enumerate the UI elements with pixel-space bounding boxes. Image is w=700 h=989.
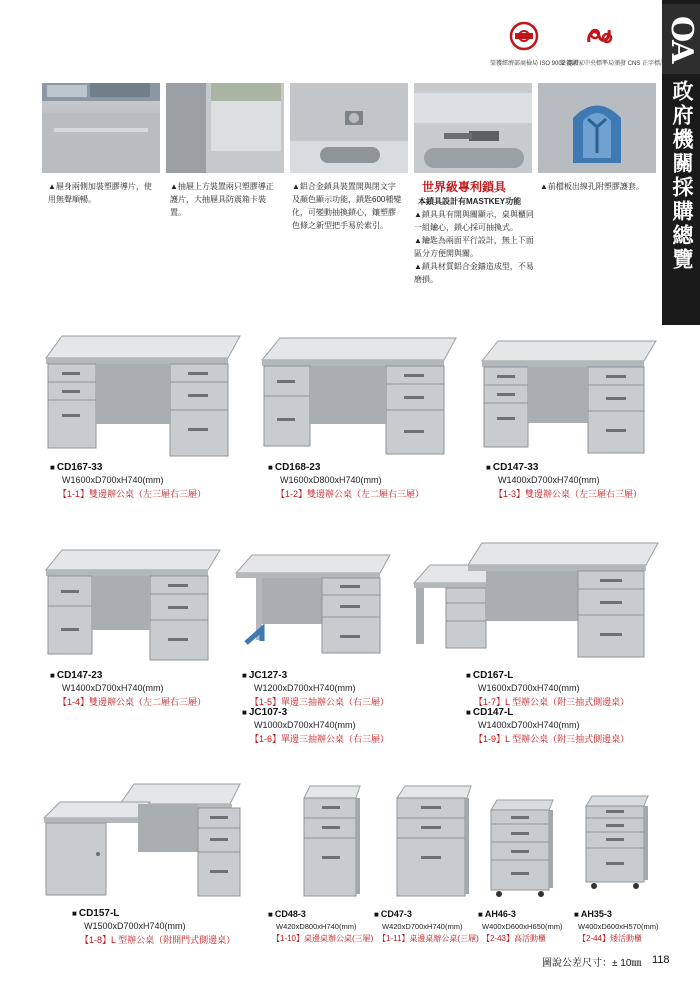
feature-bullet: ▲鎖具具有開與關顯示，桌與櫃同一組鑰心，鎖心採可抽換式。 [414, 210, 534, 232]
product-model: ■ CD47-3 [374, 909, 412, 919]
page-number: 118 [652, 954, 670, 966]
feature-title: 世界級專利鎖具 [422, 180, 507, 194]
product-dims: W420xD800xH740(mm) [276, 922, 357, 931]
product-model: ■ AH46-3 [478, 909, 516, 919]
desk-image-cd147-33 [478, 341, 658, 455]
product-dims: W1400xD700xH740(mm) [498, 475, 600, 485]
pedestal-image-ah35-3 [582, 796, 650, 892]
product-desc: 【1-8】L 型辦公桌（附開門式側邊桌） [80, 935, 236, 945]
product-model: ■ AH35-3 [574, 909, 612, 919]
product-dims: W400xD600xH570(mm) [578, 922, 659, 931]
pedestal-image-cd48-3 [300, 786, 362, 898]
product-dims: W1600xD800xH740(mm) [280, 475, 382, 485]
product-dims: W1400xD700xH740(mm) [62, 683, 164, 693]
product-dims: W1200xD700xH740(mm) [254, 683, 356, 693]
product-desc: 【1-11】桌邊桌辦公桌(三屜) [378, 934, 479, 943]
product-desc: 【1-10】桌邊桌辦公桌(三屜) [272, 934, 374, 943]
product-dims: W1000xD700xH740(mm) [254, 720, 356, 730]
pedestal-image-cd47-3 [393, 786, 473, 898]
caption-drawer-rail: ▲抽屜上方裝置兩只塑膠導正護片，大抽屜具防震箱卡裝置。 [170, 182, 274, 217]
side-title: 政府機關採購總覽 [670, 80, 693, 272]
pedestal-image-ah46-3 [487, 800, 555, 898]
product-desc: 【1-6】單邊三抽辦公桌（右三屜） [250, 734, 390, 744]
product-desc: 【1-4】雙邊辦公桌（左二屜右三屜） [58, 697, 207, 707]
iso-cert-logo [510, 22, 538, 50]
desk-image-cd168-23 [258, 338, 458, 456]
detail-photo-lock-handle [290, 83, 408, 173]
detail-photo-drawer-guide [42, 83, 160, 173]
desk-image-cd167-l [410, 543, 660, 661]
product-desc: 【1-9】L 型辦公桌（附三抽式側邊桌） [474, 734, 630, 744]
product-dims: W420xD700xH740(mm) [382, 922, 463, 931]
feature-bullet: ▲鑰匙為兩面平行設計，無上下面區分方便開與關。 [414, 236, 534, 258]
product-model: ■ CD147-L [466, 707, 514, 718]
iso-cert-text: 榮獲經濟部商檢局 ISO 9002 認證 [490, 61, 579, 67]
cns-cert-text: 榮獲國家中央標準局頒發 CNS 正字標記 [560, 61, 667, 67]
product-dims: W400xD600xH650(mm) [482, 922, 563, 931]
product-dims: W1500xD700xH740(mm) [84, 921, 186, 931]
product-model: ■ CD48-3 [268, 909, 306, 919]
product-model: ■ CD147-33 [486, 462, 539, 473]
product-desc: 【1-2】雙邊辦公桌（左二屜右三屜） [276, 489, 425, 499]
desk-image-cd157-l [42, 784, 242, 902]
product-model: ■ CD147-23 [50, 670, 103, 681]
desk-image-cd147-23 [42, 550, 222, 662]
product-desc: 【2-44】矮活動櫃 [578, 934, 643, 943]
product-model: ■ JC127-3 [242, 670, 288, 681]
product-desc: 【1-1】雙邊辦公桌（左三屜右三屜） [58, 489, 207, 499]
product-model: ■ JC107-3 [242, 707, 288, 718]
product-model: ■ CD167-33 [50, 462, 103, 473]
caption-lock-handle: ▲鋁合金鎖具裝置開與閉文字及顏色顯示功能，鎖匙600種變化，可變動抽換鎖心，鑲塑膠色條之新型把手易於索引。 [292, 182, 402, 230]
product-dims: W1400xD700xH740(mm) [478, 720, 580, 730]
desk-image-cd167-33 [42, 336, 242, 458]
product-dims: W1600xD700xH740(mm) [62, 475, 164, 485]
product-model: ■ CD157-L [72, 908, 120, 919]
product-dims: W1600xD700xH740(mm) [478, 683, 580, 693]
product-desc: 【2-43】高活動櫃 [482, 934, 547, 943]
tolerance-note: 圖說公差尺寸：± 10㎜ [542, 958, 642, 969]
detail-photo-drawer-rail [166, 83, 284, 173]
detail-photo-cable-grommet [538, 83, 656, 173]
caption-cable-grommet: ▲前檔板出線孔附塑膠護套。 [540, 182, 644, 191]
product-model: ■ CD168-23 [268, 462, 321, 473]
product-desc: 【1-7】L 型辦公桌（附三抽式側邊桌） [474, 697, 630, 707]
desk-image-jc127-3 [232, 555, 392, 655]
caption-drawer-guide: ▲屜身兩側加裝塑膠導片，使用無聲順暢。 [48, 182, 152, 204]
product-desc: 【1-3】雙邊辦公桌（左三屜右三屜） [494, 489, 643, 499]
product-model: ■ CD167-L [466, 670, 514, 681]
feature-subtitle: 本鎖具設計有MASTKEY功能 [418, 197, 522, 206]
cns-cert-logo [585, 22, 617, 50]
side-tab-label: OA [662, 4, 700, 74]
feature-bullet: ▲鎖具材質鋁合金鑄造成型，不易磨損。 [414, 262, 534, 284]
product-desc: 【1-5】單邊三抽辦公桌（右三屜） [250, 697, 390, 707]
detail-photo-key-lock [414, 83, 532, 173]
